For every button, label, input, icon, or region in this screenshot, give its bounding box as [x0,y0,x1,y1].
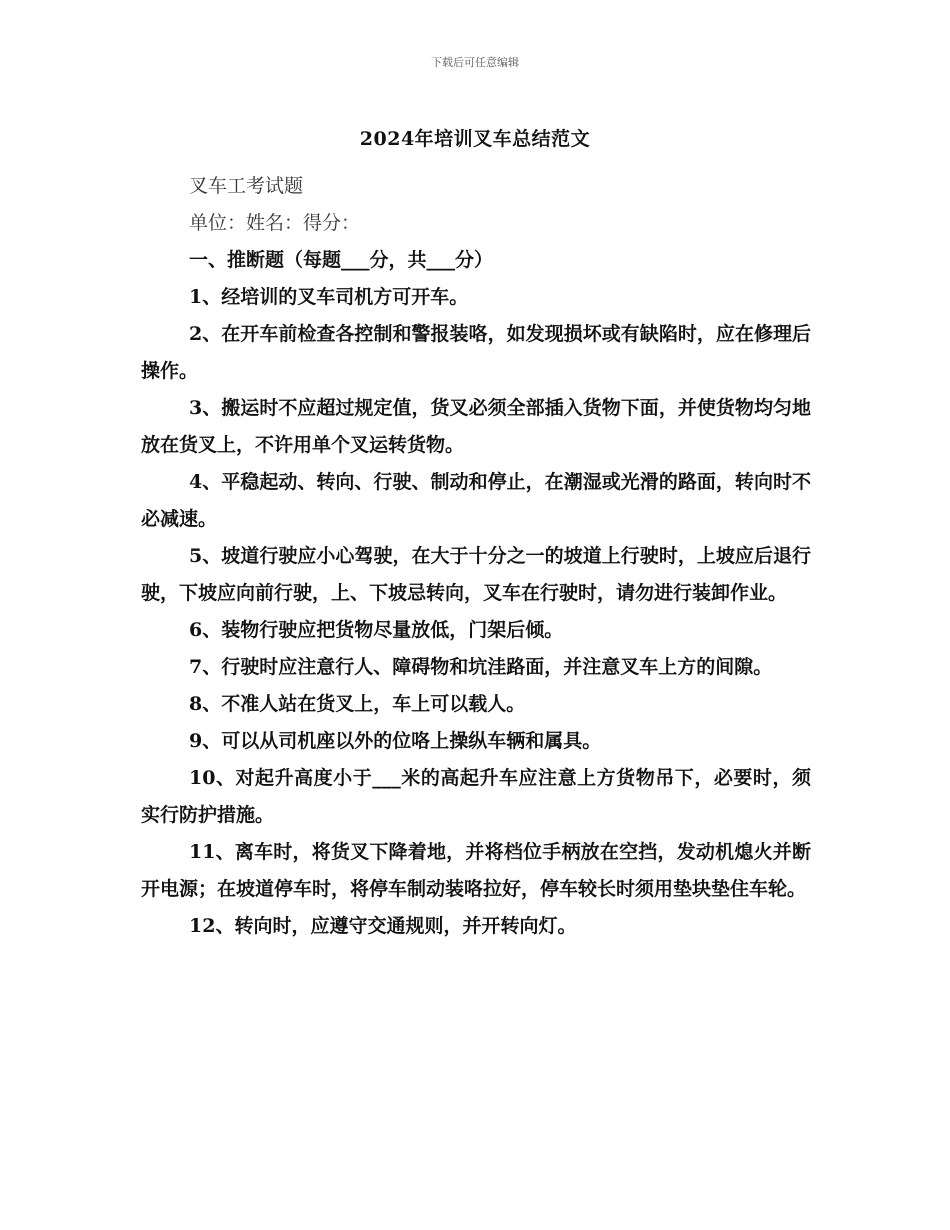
question-item: 10、对起升高度小于___米的高起升车应注意上方货物吊下，必要时，须实行防护措施。 [141,767,811,826]
question-item: 6、装物行驶应把货物尽量放低，门架后倾。 [189,619,564,641]
question-item: 5、坡道行驶应小心驾驶，在大于十分之一的坡道上行驶时，上坡应后退行驶，下坡应向前行驶，上、下坡忌转向，叉车在行驶时，请勿进行装卸作业。 [141,545,811,604]
section-heading: 一、推断题（每题___分，共___分） [189,249,494,271]
exam-info-line: 单位：姓名：得分： [189,212,361,234]
document-title: 2024年培训叉车总结范文 [359,128,591,150]
document-body [141,168,811,945]
question-item: 11、离车时，将货叉下降着地，并将档位手柄放在空挡，发动机熄火并断开电源；在坡道停车时，将停车制动装咯拉好，停车较长时须用垫块垫住车轮。 [141,841,811,900]
exam-subtitle: 叉车工考试题 [189,175,304,197]
header-note: 下载后可任意编辑 [431,56,519,69]
question-item: 1、经培训的叉车司机方可开车。 [189,286,469,308]
question-item: 12、转向时，应遵守交通规则，并开转向灯。 [189,915,577,937]
question-item: 4、平稳起动、转向、行驶、制动和停止，在潮湿或光滑的路面，转向时不必减速。 [141,471,811,530]
question-item: 8、不准人站在货叉上，车上可以载人。 [189,693,526,715]
question-item: 7、行驶时应注意行人、障碍物和坑洼路面，并注意叉车上方的间隙。 [189,656,773,678]
question-item: 3、搬运时不应超过规定值，货叉必须全部插入货物下面，并使货物均匀地放在货叉上，不许用单个叉运转货物。 [141,397,811,456]
question-item: 2、在开车前检查各控制和警报装咯，如发现损坏或有缺陷时，应在修理后操作。 [141,323,811,382]
question-item: 9、可以从司机座以外的位咯上操纵车辆和属具。 [189,730,602,752]
